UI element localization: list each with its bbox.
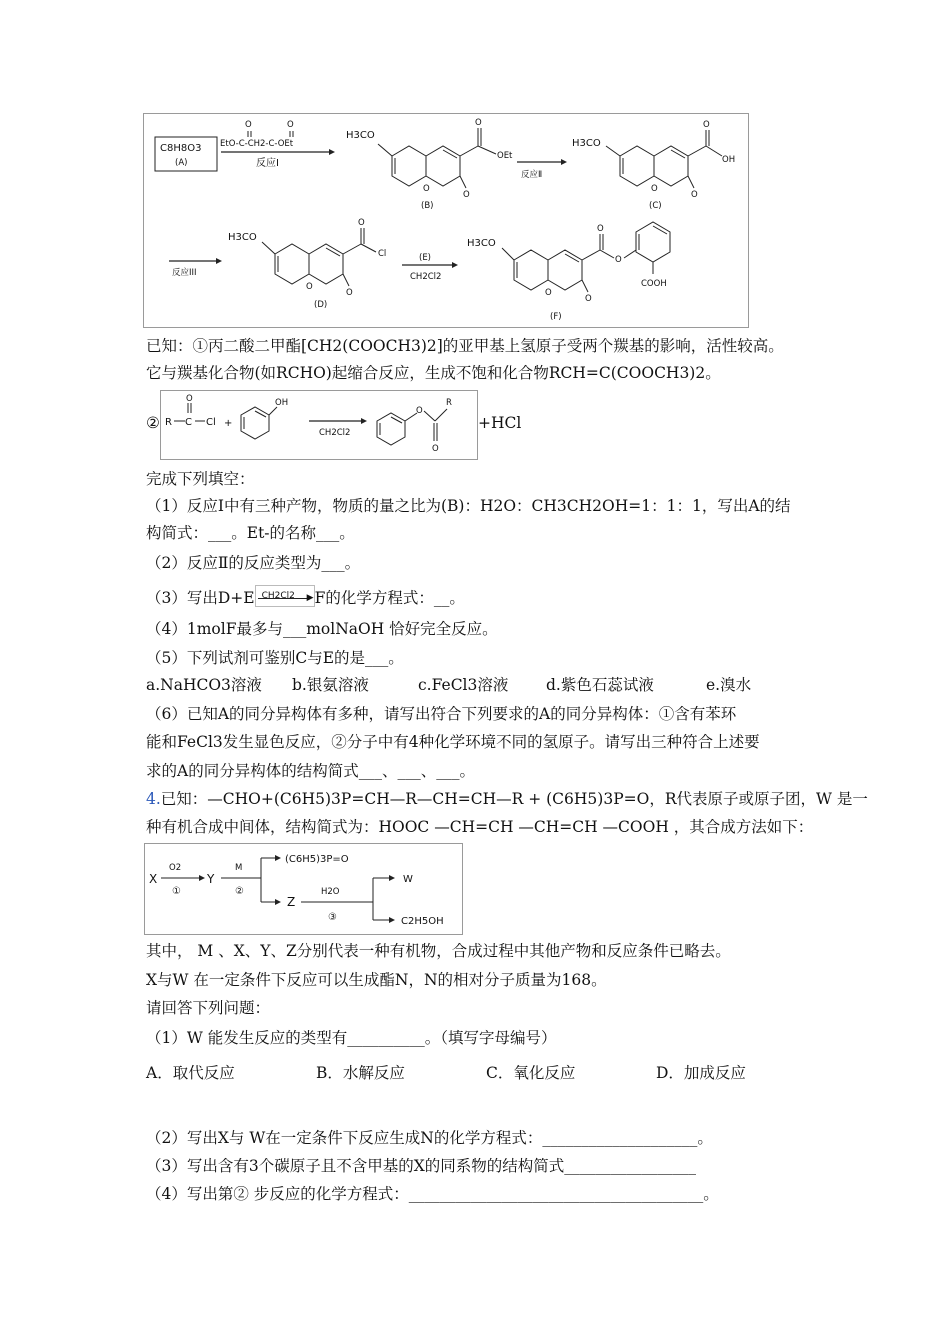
choice-a: A．取代反应 bbox=[146, 1064, 235, 1082]
option-e: e.溴水 bbox=[706, 676, 752, 694]
problem-4-choices bbox=[146, 1062, 746, 1084]
ester-carbonyl-o: O bbox=[432, 444, 439, 454]
acyl-o: O bbox=[186, 394, 193, 404]
compound-d-structure bbox=[262, 228, 376, 286]
solvent-label-1: CH2Cl2 bbox=[410, 272, 442, 282]
compound-c-oh: OH bbox=[722, 155, 736, 165]
node-ph3po: (C6H5)3P=O bbox=[285, 854, 349, 865]
known-line-2: 它与羰基化合物(如RCHO)起缩合反应，生成不饱和化合物RCH=C(COOCH3)2。 bbox=[146, 364, 721, 382]
compound-f-carbonyl-o: O bbox=[597, 224, 604, 234]
question-3-arrow bbox=[255, 585, 315, 607]
arrow-head: ▶ bbox=[306, 593, 314, 603]
choice-b: B．水解反应 bbox=[316, 1064, 405, 1082]
compound-f-lactone-o: O bbox=[585, 294, 592, 304]
question-6-line-3: 求的A的同分异构体的结构简式___、___、___。 bbox=[146, 762, 475, 780]
choice-c: C．氧化反应 bbox=[486, 1064, 576, 1082]
compound-f-cooh: COOH bbox=[641, 279, 667, 289]
node-z: Z bbox=[287, 895, 296, 909]
compound-d-carbonyl-o: O bbox=[358, 218, 365, 228]
solvent-label-2: CH2Cl2 bbox=[319, 428, 351, 438]
problem-4-question-2: （2）写出X与 W在一定条件下反应生成N的化学方程式：____________________。 bbox=[146, 1129, 713, 1147]
option-a: a.NaHCO3溶液 bbox=[146, 676, 262, 694]
question-2: （2）反应Ⅱ的反应类型为___。 bbox=[146, 554, 361, 572]
node-w: W bbox=[403, 874, 413, 885]
compound-a-label: (A) bbox=[175, 158, 188, 168]
acyl-chloride-scheme-drawing bbox=[161, 391, 477, 459]
arrow-line bbox=[258, 598, 310, 599]
acyl-r: R bbox=[165, 417, 172, 428]
compound-c-structure bbox=[606, 130, 722, 188]
known-2-prefix: ② bbox=[146, 414, 160, 432]
acyl-chloride-scheme bbox=[160, 390, 478, 460]
known-line-1: 已知：①丙二酸二甲酯[CH2(COOCH3)2]的亚甲基上氢原子受两个羰基的影响，活性较高。 bbox=[146, 337, 784, 355]
problem-4-line-5: 请回答下列问题： bbox=[146, 999, 271, 1017]
option-d: d.紫色石蕊试液 bbox=[546, 676, 654, 694]
compound-f-ester-o: O bbox=[615, 255, 622, 265]
compound-b-carbonyl-o: O bbox=[475, 118, 482, 128]
problem-4-line-3: 其中， M 、X、Y、Z分别代表一种有机物，合成过程中其他产物和反应条件已略去。 bbox=[146, 942, 731, 960]
question-3-suffix: F的化学方程式：__。 bbox=[314, 589, 465, 607]
compound-d-methoxy: H3CO bbox=[228, 232, 257, 243]
question-1-line-1: （1）反应Ⅰ中有三种产物，物质的量之比为(B)：H2O：CH3CH2OH=1：1：1，写出A的结 bbox=[146, 497, 791, 515]
malonate-o-1: O bbox=[245, 120, 252, 130]
node-x: X bbox=[149, 872, 158, 886]
problem-4-line-1 bbox=[146, 788, 868, 810]
reaction-3-label: 反应III bbox=[172, 268, 197, 278]
option-c: c.FeCl3溶液 bbox=[418, 676, 509, 694]
reagent-e-label: (E) bbox=[419, 253, 432, 263]
question-6-line-1: （6）已知A的同分异构体有多种，请写出符合下列要求的A的同分异构体：①含有苯环 bbox=[146, 705, 737, 723]
question-3-prefix: （3）写出D+E bbox=[146, 589, 255, 607]
ester-r: R bbox=[446, 398, 452, 408]
compound-c-ring-o: O bbox=[651, 184, 658, 194]
reagent-m: M bbox=[235, 863, 243, 873]
compound-b-methoxy: H3CO bbox=[346, 130, 375, 141]
compound-f-label: (F) bbox=[550, 312, 562, 322]
questions-intro: 完成下列填空： bbox=[146, 470, 255, 488]
compound-d-ring-o: O bbox=[306, 282, 313, 292]
compound-f-methoxy: H3CO bbox=[467, 238, 496, 249]
step-1: ① bbox=[172, 886, 181, 897]
compound-c-lactone-o: O bbox=[691, 190, 698, 200]
option-b: b.银氨溶液 bbox=[292, 676, 369, 694]
synthesis-scheme-2 bbox=[144, 843, 463, 935]
node-y: Y bbox=[207, 872, 215, 886]
synthesis-scheme-1-drawing bbox=[144, 114, 748, 327]
compound-b-oet: OEt bbox=[497, 151, 513, 161]
ester-o: O bbox=[416, 406, 423, 416]
problem-4-line-1-text: 已知：—CHO+(C6H5)3P=CH—R—CH=CH—R + (C6H5)3P=O，R代表原子或原子团，W 是一 bbox=[160, 790, 868, 808]
question-6-line-2: 能和FeCl3发生显色反应，②分子中有4种化学环境不同的氢原子。请写出三种符合上述要 bbox=[146, 733, 760, 751]
synthesis-scheme-2-drawing bbox=[145, 844, 462, 934]
compound-d-label: (D) bbox=[314, 300, 328, 310]
synthesis-scheme-1 bbox=[143, 113, 749, 328]
known-2-suffix: +HCl bbox=[478, 414, 522, 432]
choice-d: D．加成反应 bbox=[656, 1064, 746, 1082]
compound-b-structure bbox=[378, 128, 496, 188]
question-5-options bbox=[146, 674, 751, 696]
reaction-1-label: 反应I bbox=[256, 158, 279, 169]
question-5: （5）下列试剂可鉴别C与E的是___。 bbox=[146, 649, 404, 667]
malonate-o-2: O bbox=[287, 120, 294, 130]
question-1-line-2: 构简式：___。Et-的名称___。 bbox=[146, 524, 355, 542]
phenol-oh: OH bbox=[275, 398, 289, 408]
compound-b-ring-o: O bbox=[423, 184, 430, 194]
compound-a-formula: C8H8O3 bbox=[160, 143, 202, 154]
problem-4-question-1: （1）W 能发生反应的类型有__________。（填写字母编号） bbox=[146, 1029, 557, 1047]
compound-d-lactone-o: O bbox=[346, 288, 353, 298]
compound-b-label: (B) bbox=[421, 201, 434, 211]
reagent-h2o: H2O bbox=[321, 887, 340, 897]
reagent-malonate: EtO-C-CH2-C-OEt bbox=[220, 139, 294, 149]
question-3 bbox=[146, 585, 465, 609]
problem-4-line-2: 种有机合成中间体，结构简式为：HOOC —CH=CH —CH=CH —COOH ，其合成方法如下： bbox=[146, 818, 814, 836]
step-3: ③ bbox=[328, 912, 337, 923]
node-ethanol: C2H5OH bbox=[401, 916, 444, 927]
compound-c-methoxy: H3CO bbox=[572, 138, 601, 149]
problem-4-number: 4. bbox=[146, 790, 161, 808]
step-2: ② bbox=[235, 886, 244, 897]
problem-4-question-3: （3）写出含有3个碳原子且不含甲基的X的同系物的结构简式_________________ bbox=[146, 1157, 697, 1175]
problem-4-line-4: X与W 在一定条件下反应可以生成酯N，N的相对分子质量为168。 bbox=[146, 971, 607, 989]
compound-d-cl: Cl bbox=[378, 249, 387, 259]
acyl-c: C bbox=[185, 417, 192, 428]
question-3-arrow-label: CH2Cl2 bbox=[261, 591, 295, 601]
compound-f-ring-o: O bbox=[545, 288, 552, 298]
compound-c-label: (C) bbox=[649, 201, 662, 211]
reaction-2-label: 反应Ⅱ bbox=[521, 170, 543, 180]
problem-4-question-4: （4）写出第② 步反应的化学方程式：______________________________________。 bbox=[146, 1185, 719, 1203]
compound-b-lactone-o: O bbox=[463, 190, 470, 200]
reagent-o2: O2 bbox=[169, 863, 182, 873]
acyl-cl: Cl bbox=[206, 417, 216, 428]
compound-c-carbonyl-o: O bbox=[703, 120, 710, 130]
question-4: （4）1molF最多与___molNaOH 恰好完全反应。 bbox=[146, 620, 498, 638]
plus-sign: + bbox=[224, 418, 233, 429]
